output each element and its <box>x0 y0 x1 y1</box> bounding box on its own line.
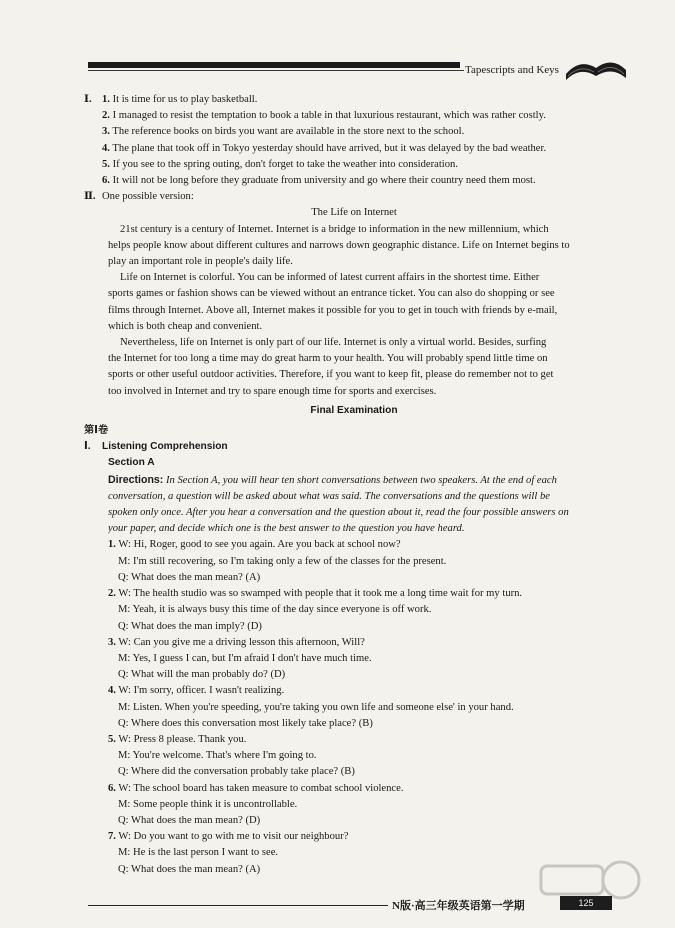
dialogue-text: W: The health studio was so swamped with people that it took me a long time wait for my turn. <box>118 588 523 600</box>
item-text: I managed to resist the temptation to book a table in that luxurious restaurant, which was rather costly. <box>112 110 546 122</box>
essay-title: The Life on Internet <box>311 207 397 219</box>
essay-line: 21st century is a century of Internet. Internet is a bridge to information in the new millennium, which <box>120 223 549 235</box>
volume-label: 第Ⅰ卷 <box>84 425 109 437</box>
dialogue-woman-line <box>84 537 624 553</box>
essay-line: which is both cheap and convenient. <box>108 320 263 332</box>
header-rule <box>88 70 464 71</box>
part1-item <box>84 141 624 157</box>
section-heading <box>84 439 624 455</box>
dialogue-text: W: Can you give me a driving lesson this afternoon, Will? <box>118 636 365 648</box>
page-number: 125 <box>560 896 612 910</box>
item-number: 5. <box>102 158 110 170</box>
dialogue-woman-line <box>84 732 624 748</box>
essay-line: Life on Internet is colorful. You can be informed of latest current affairs in the shortest time. Either <box>120 272 540 284</box>
dialogue-man-line: M: Listen. When you're speeding, you're taking you own life and someone else' in your hand. <box>118 701 514 713</box>
essay-line: films through Internet. Above all, Internet makes it possible for you to get in touch with friends by e-mail, <box>108 304 558 316</box>
part1-marker: Ⅰ. <box>84 94 92 105</box>
page-content <box>84 92 624 878</box>
header-title: Tapescripts and Keys <box>465 64 559 76</box>
dialogue-text: W: I'm sorry, officer. I wasn't realizing. <box>118 685 285 697</box>
directions-label: Directions: <box>108 473 164 486</box>
dialogue-woman-line <box>84 781 624 797</box>
essay-line: Nevertheless, life on Internet is only part of our life. Internet is only a virtual world. Besides, surfing <box>120 337 547 349</box>
part2-label: One possible version: <box>102 191 194 203</box>
dialogue-number: 1. <box>108 539 116 551</box>
essay-line: play an important role in people's daily life. <box>108 256 293 268</box>
directions-text: spoken only once. After you hear a conversation and the question about it, read the four possible answers on <box>108 507 569 519</box>
part1-item <box>84 173 624 189</box>
dialogue-number: 5. <box>108 733 116 745</box>
item-number: 1. <box>102 94 110 105</box>
directions-line <box>108 472 624 489</box>
directions-line <box>108 489 624 505</box>
dialogue-number: 7. <box>108 831 116 843</box>
directions-line <box>108 505 624 521</box>
item-text: The plane that took off in Tokyo yesterday should have arrived, but it was delayed by the bad weather. <box>112 142 547 154</box>
dialogue-list <box>84 537 624 877</box>
dialogue-question-line: Q: Where did the conversation probably take place? (B) <box>118 766 355 778</box>
dialogue-woman-line <box>84 635 624 651</box>
part2-heading <box>84 189 624 205</box>
section-marker: Ⅰ. <box>84 441 91 453</box>
footer-rule <box>88 905 388 906</box>
item-text: The reference books on birds you want are available in the store next to the school. <box>112 126 465 138</box>
essay-line: helps people know about different cultures and narrows down geographic distance. Life on Internet begins to <box>108 239 570 251</box>
part1-item <box>84 157 624 173</box>
directions <box>84 472 624 538</box>
dialogue-woman-line <box>84 683 624 699</box>
part1-item <box>84 124 624 140</box>
part1-list <box>84 92 624 189</box>
dialogue-man-line: M: Yes, I guess I can, but I'm afraid I don't have much time. <box>118 652 372 664</box>
item-number: 3. <box>102 126 110 138</box>
dialogue-number: 2. <box>108 588 116 600</box>
dialogue-question-line: Q: What does the man mean? (D) <box>118 814 261 826</box>
dialogue-number: 4. <box>108 685 116 697</box>
header-bar <box>88 62 460 68</box>
dialogue-question-line: Q: What does the man imply? (D) <box>118 620 262 632</box>
dialogue-woman-line <box>84 829 624 845</box>
dialogue-text: W: Do you want to go with me to visit our neighbour? <box>118 831 349 843</box>
part2-marker: Ⅱ. <box>84 191 96 203</box>
dialogue-number: 6. <box>108 782 116 794</box>
dialogue-man-line: M: Yeah, it is always busy this time of the day since everyone is off work. <box>118 604 432 616</box>
dialogue-question-line: Q: Where does this conversation most likely take place? (B) <box>118 717 373 729</box>
directions-text: conversation, a question will be asked about what was said. The conversations and the questions will be <box>108 490 550 502</box>
open-book-icon <box>560 54 630 82</box>
footer-text: N版·高三年级英语第一学期 <box>392 900 525 912</box>
dialogue-question-line: Q: What does the man mean? (A) <box>118 863 261 875</box>
item-number: 2. <box>102 110 110 122</box>
dialogue-text: W: The school board has taken measure to combat school violence. <box>118 782 404 794</box>
essay-body <box>84 222 624 400</box>
item-number: 6. <box>102 175 110 187</box>
final-exam-title: Final Examination <box>310 404 398 416</box>
essay-line: too involved in Internet and try to spare enough time for sports and exercises. <box>108 385 437 397</box>
directions-line <box>108 521 624 537</box>
dialogue-number: 3. <box>108 636 116 648</box>
essay-line: sports or other useful outdoor activities. Therefore, if you want to keep fit, please do remember not to get <box>108 369 554 381</box>
directions-text: your paper, and decide which one is the best answer to the question you have heard. <box>108 523 465 535</box>
item-text: It will not be long before they graduate from university and go where their country need them most. <box>112 175 536 187</box>
dialogue-text: W: Press 8 please. Thank you. <box>118 733 247 745</box>
dialogue-text: W: Hi, Roger, good to see you again. Are you back at school now? <box>118 539 401 551</box>
item-text: It is time for us to play basketball. <box>112 94 258 105</box>
directions-text: In Section A, you will hear ten short conversations between two speakers. At the end of each <box>166 474 557 486</box>
dialogue-man-line: M: You're welcome. That's where I'm going to. <box>118 750 317 762</box>
dialogue-man-line: M: I'm still recovering, so I'm taking only a few of the classes for the present. <box>118 555 447 567</box>
dialogue-question-line: Q: What does the man mean? (A) <box>118 571 261 583</box>
part1-item <box>84 92 624 108</box>
section-title: Listening Comprehension <box>102 441 228 453</box>
item-text: If you see to the spring outing, don't forget to take the weather into consideration. <box>112 158 458 170</box>
dialogue-man-line: M: Some people think it is uncontrollable. <box>118 798 298 810</box>
dialogue-man-line: M: He is the last person I want to see. <box>118 847 279 859</box>
item-number: 4. <box>102 142 110 154</box>
part1-item <box>84 108 624 124</box>
section-a-title: Section A <box>108 457 155 469</box>
essay-line: sports games or fashion shows can be viewed without an entrance ticket. You can also do shopping or see <box>108 288 555 300</box>
dialogue-question-line: Q: What will the man probably do? (D) <box>118 669 286 681</box>
essay-line: the Internet for too long a time may do great harm to your health. You will probably spend little time on <box>108 353 548 365</box>
dialogue-woman-line <box>84 586 624 602</box>
